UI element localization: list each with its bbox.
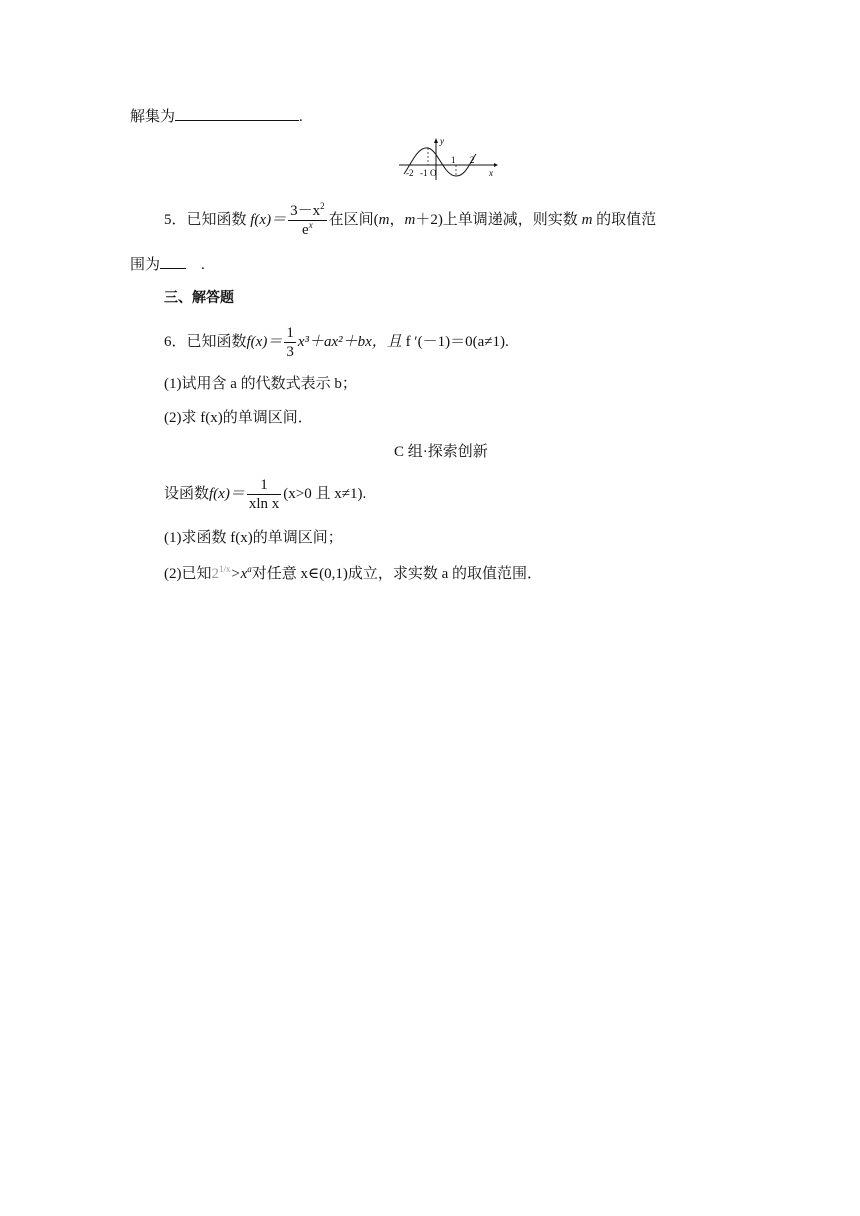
q5-func: f(x)＝: [250, 212, 287, 228]
q5-m3: m: [581, 212, 593, 228]
q5-num: 3－x: [290, 202, 321, 219]
curve: [404, 148, 476, 176]
answer-blank: [160, 254, 186, 269]
q5-m2: m: [404, 212, 416, 228]
q6-func: f(x)＝: [246, 334, 283, 350]
q5-tail: 的取值范: [596, 212, 657, 228]
q5-number: 5．已知函数: [164, 212, 247, 228]
q5-comma: ，: [389, 212, 405, 228]
q4-end: .: [299, 109, 303, 125]
q6-rest: x³＋ax²＋bx，且: [297, 334, 402, 350]
q6-frac-num: 1: [286, 324, 294, 341]
function-graph: [396, 136, 502, 182]
qc-part1: (1)求函数 f(x)的单调区间；: [164, 530, 343, 546]
tick-neg1: -1: [420, 168, 428, 178]
q6-cond: f ′(－1)＝0(a≠1).: [405, 334, 509, 350]
tick-origin: O: [430, 168, 437, 178]
y-label: y: [440, 136, 444, 146]
q5-line2-text: 围为: [130, 257, 161, 273]
q6-frac-den: 3: [286, 343, 294, 360]
q5-mid2: ＋2)上单调递减，则实数: [415, 212, 578, 228]
q6-fraction: [284, 326, 296, 360]
q5-m1: m: [378, 212, 390, 228]
section-title: 三、解答题: [164, 290, 234, 306]
y-axis-arrow: [434, 138, 438, 143]
q5-den: e: [302, 221, 309, 238]
q5-fraction: [288, 200, 327, 238]
q5-mid: 在区间(: [328, 212, 379, 228]
qc-line: [164, 474, 366, 514]
qc-func: f(x)＝: [209, 486, 245, 502]
qc-tail: 对任意 x∈(0,1)成立，求实数 a 的取值范围．: [251, 566, 543, 582]
x-label: x: [489, 168, 493, 178]
qc-den: xln x: [248, 495, 280, 512]
qc-base: 2: [211, 566, 219, 582]
qc-part2-lead: (2)已知: [164, 566, 212, 582]
q5-end: .: [201, 257, 205, 273]
q4-answer-line: [130, 106, 303, 127]
qc-lead: 设函数: [164, 486, 210, 502]
q4-text: 解集为: [130, 109, 176, 125]
qc-num: 1: [247, 478, 281, 495]
qc-base-exp: 1/x: [219, 564, 231, 574]
q5-line1: [164, 200, 656, 240]
tick-1: 1: [451, 155, 456, 165]
tick-neg2: -2: [406, 168, 414, 178]
qc-rest: >x: [230, 566, 248, 582]
q6-part1: (1)试用含 a 的代数式表示 b；: [164, 376, 357, 392]
qc-part2: [164, 564, 542, 584]
x-axis-arrow: [494, 163, 498, 167]
tick-2: 2: [470, 155, 475, 165]
group-c-title: C 组·探索创新: [394, 444, 488, 460]
q6-number: 6．已知函数: [164, 334, 247, 350]
qc-cond: (x>0 且 x≠1).: [283, 486, 367, 502]
q5-line2: [130, 254, 205, 275]
q5-num-exp: 2: [320, 200, 325, 211]
answer-blank: [175, 106, 299, 121]
q6-part2: (2)求 f(x)的单调区间．: [164, 410, 313, 426]
q5-den-exp: x: [308, 219, 313, 230]
qc-fraction: [247, 478, 281, 512]
q6-line: [164, 322, 509, 362]
qc-rest-exp: a: [247, 564, 252, 574]
